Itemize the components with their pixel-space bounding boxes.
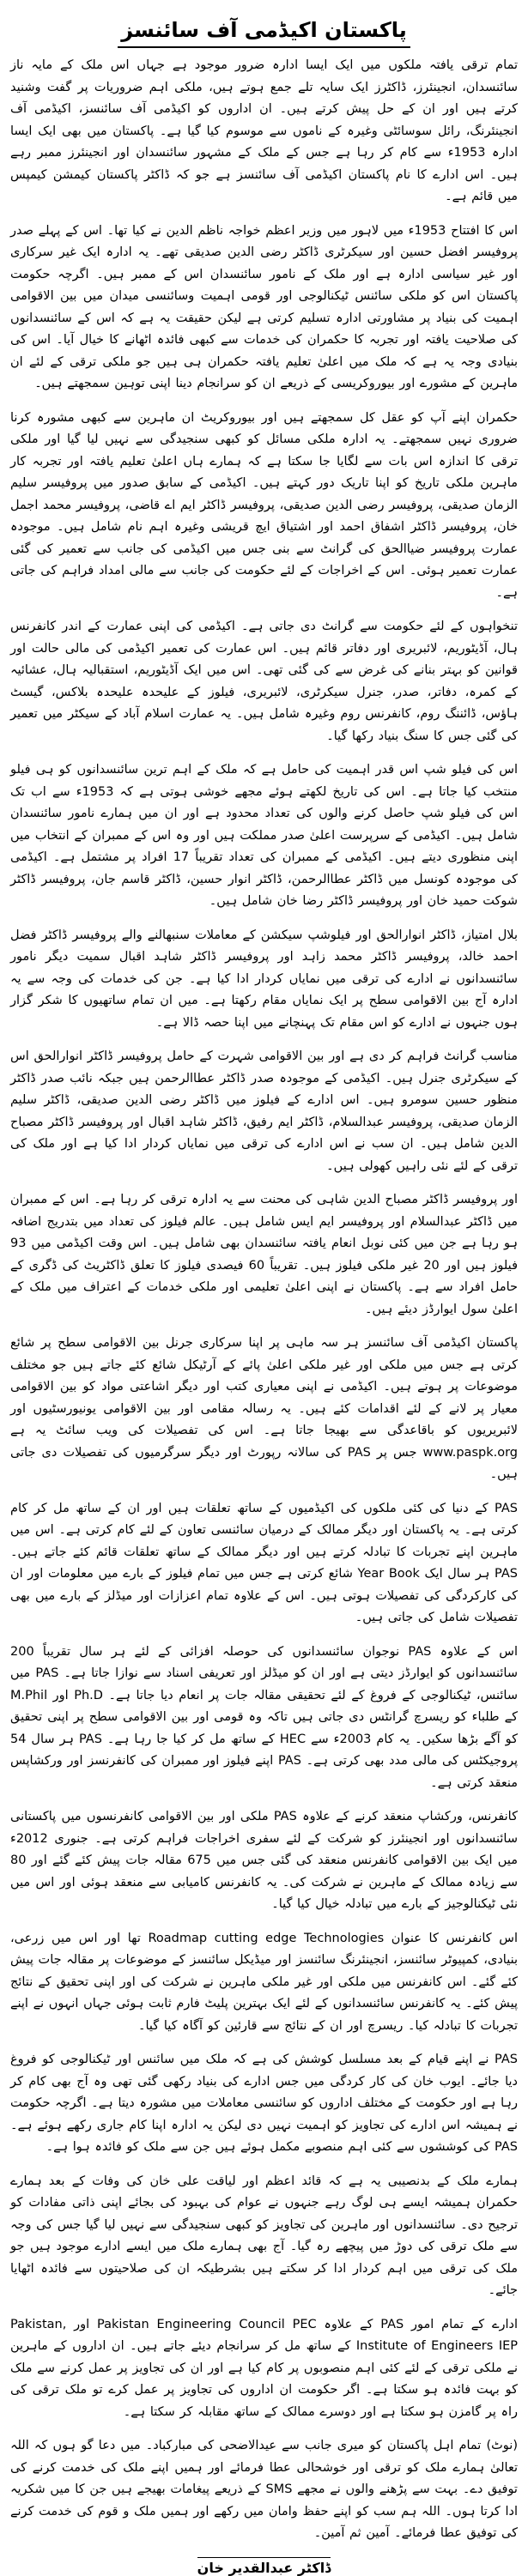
paragraph-12: کانفرنس، ورکشاپ منعقد کرنے کے علاوہ PAS ملکی اور بین الاقوامی کانفرنسوں میں پاکستانی سائنسدانوں اور انجینئرز کو شرکت کے لئے سفری اخراجات فراہم کرتی ہے۔ جنوری 2012ء میں ایک بین الاقوامی کانفرنس منعقد کی گئی جس میں 675 مقالہ جات پیش کئے گئے اور 80 سے زیادہ ممالک کے ماہرین نے شرکت کی۔ یہ کانفرنس کامیابی سے منعقد ہوئی اور اس میں نئی ٹیکنالوجیز کے بارے میں تبادلہ خیال کیا گیا۔: [10, 1810, 518, 1911]
paragraph-6: بلال امتیاز، ڈاکٹر انوارالحق اور فیلوشپ سیکشن کے معاملات سنبھالنے والے پروفیسر ڈاکٹر فضل احمد خالد، پروفیسر ڈاکٹر محمد زاہد اور پروفیسر ڈاکٹر شاہد اقبال سمیت دیگر نامور سائنسدانوں نے ادارے کی ترقی میں نمایاں کردار ادا کیا ہے۔ جن کی خدمات کی وجہ سے یہ ادارہ آج بین الاقوامی سطح پر ایک نمایاں مقام رکھتا ہے۔ میں ان تمام ساتھیوں کا شکر گزار ہوں جنہوں نے ادارے کو اس مقام تک پہنچانے میں اپنا حصہ ڈالا ہے۔: [10, 928, 518, 1030]
paragraph-3: حکمران اپنے آپ کو عقل کل سمجھتے ہیں اور بیوروکریٹ ان ماہرین سے کبھی مشورہ کرنا ضروری نہیں سمجھتے۔ یہ ادارہ ملکی مسائل کو کبھی سنجیدگی سے نہیں لیا گیا اور ملکی ترقی کا اندازہ اس بات سے لگایا جا سکتا ہے کہ ہمارے ہاں اعلیٰ تعلیم یافتہ اور تجربہ کار ماہرین ملکی تاریخ کو اپنا تاریک دور کہتے ہیں۔ اکیڈمی کے سابق صدور میں پروفیسر سلیم الزمان صدیقی، پروفیسر رضی الدین صدیقی، پروفیسر ڈاکٹر ایم اے قاضی، پروفیسر محمد اجمل خان، پروفیسر ڈاکٹر اشفاق احمد اور اشتیاق ایچ قریشی وغیرہ اہم نام شامل ہیں۔ موجودہ عمارت پروفیسر ضیاالحق کی گرانٹ سے بنی جس میں اکیڈمی کی جانب سے تعمیر کی گئی عمارت تعمیر ہوئی۔ اس کے اخراجات کے لئے حکومت کی جانب سے مالی امداد فراہم کی جاتی ہے۔: [10, 410, 518, 600]
paragraph-4: تنخواہوں کے لئے حکومت سے گرانٹ دی جاتی ہے۔ اکیڈمی کی اپنی عمارت کے اندر کانفرنس ہال، آڈیٹوریم، لائبریری اور دفاتر قائم ہیں۔ اس عمارت کی تعمیر اکیڈمی کی مالی حالت اور قوانین کو بہتر بنانے کی غرض سے کی گئی تھی۔ اس میں ایک آڈیٹوریم، استقبالیہ ہال، عشائیہ کے کمرہ، دفاتر، صدر، جنرل سیکرٹری، لائبریری، فیلوز کے علیحدہ علیحدہ بلاکس، گیسٹ ہاؤس، ڈائننگ روم، کانفرنس روم وغیرہ شامل ہیں۔ یہ عمارت اسلام آباد کے سیکٹر میں تعمیر کی گئی جس کا سنگ بنیاد رکھا گیا۔: [10, 620, 518, 743]
paragraph-15: ہمارے ملک کے بدنصیبی یہ ہے کہ قائد اعظم اور لیاقت علی خان کی وفات کے بعد ہمارے حکمران ہمیشہ ایسے ہی لوگ رہے جنہوں نے عوام کی بہبود کی بجائے اپنی ذاتی مفادات کو ترجیح دی۔ سائنسدانوں اور ماہرین کی تجاویز کو کبھی سنجیدگی سے نہیں لیا گیا جس کی وجہ سے ملک ترقی کی دوڑ میں پیچھے رہ گیا۔ آج بھی ہمارے ملک میں ایسے ادارے موجود ہیں جو ملک کی ترقی میں اہم کردار ادا کر سکتے ہیں بشرطیکہ ان کی صلاحیتوں سے فائدہ اٹھایا جائے۔: [10, 2174, 518, 2297]
author-name: ڈاکٹر عبدالقدیر خان: [197, 2557, 331, 2576]
author-signature: [10, 2557, 518, 2576]
paragraph-16: ادارے کے تمام امور PAS کے علاوہ Pakistan Engineering Council PEC اور Pakistan, Institute of Engineers IEP کے ساتھ مل کر سرانجام دیئے جاتے ہیں۔ ان اداروں کے ماہرین نے ملکی ترقی کے لئے کئی اہم منصوبوں پر کام کیا ہے اور ان کی تجاویز پر عمل کرنے سے ملک کو بہت فائدہ ہو سکتا ہے۔ اگر حکومت ان اداروں کی تجاویز پر عمل کرے تو ملک ترقی کی راہ پر گامزن ہو سکتا ہے اور دوسرے ممالک کے ساتھ مقابلہ کر سکتا ہے۔: [10, 2317, 518, 2419]
paragraph-7: مناسب گرانٹ فراہم کر دی ہے اور بین الاقوامی شہرت کے حامل پروفیسر ڈاکٹر انوارالحق اس کے سیکرٹری جنرل ہیں۔ اکیڈمی کے موجودہ صدر ڈاکٹر عطاالرحمن ہیں جبکہ نائب صدر ڈاکٹر منظور حسین سومرو ہیں۔ اس ادارے کے فیلوز میں ڈاکٹر رضی الدین صدیقی، ڈاکٹر سلیم الزمان صدیقی، پروفیسر عبدالسلام، ڈاکٹر ایم رفیق، ڈاکٹر شاہد اقبال اور پروفیسر ڈاکٹر مصباح الدین شامل ہیں۔ ان سب نے اس ادارے کی ترقی میں نمایاں کردار ادا کیا ہے اور ملک کی ترقی کے لئے نئی راہیں کھولی ہیں۔: [10, 1049, 518, 1173]
paragraph-13: اس کانفرنس کا عنوان Roadmap cutting edge Technologies تھا اور اس میں زرعی، بنیادی، کمپیوٹر سائنسز، انجینئرنگ سائنسز اور میڈیکل سائنسز کے موضوعات پر مقالہ جات پیش کئے گئے۔ اس کانفرنس میں ملکی اور غیر ملکی ماہرین نے شرکت کی اور اپنی تحقیق کے نتائج پیش کئے۔ یہ کانفرنس سائنسدانوں کے لئے ایک بہترین پلیٹ فارم ثابت ہوئی جہاں انہوں نے اپنے تجربات کا تبادلہ کیا۔ ریسرچ اور ان کے نتائج سے قارئین کو آگاہ کیا گیا۔: [10, 1931, 518, 2033]
paragraph-11: اس کے علاوہ PAS نوجوان سائنسدانوں کی حوصلہ افزائی کے لئے ہر سال تقریباً 200 سائنسدانوں کو ایوارڈز دیتی ہے اور ان کو میڈلز اور تعریفی اسناد سے نوازا جاتا ہے۔ PAS میں سائنس، ٹیکنالوجی کے فروغ کے لئے تحقیقی مقالہ جات پر انعام دیا جاتا ہے۔ Ph.D اور M.Phil کے طلباء کو ریسرچ گرانٹس دی جاتی ہیں تاکہ وہ قومی اور بین الاقوامی سطح پر اپنی تحقیق کو آگے بڑھا سکیں۔ یہ کام 2003ء سے HEC کے ساتھ مل کر کیا جا رہا ہے۔ PAS ہر سال 54 پروجیکٹس کی مالی مدد بھی کرتی ہے۔ PAS اپنے فیلوز اور ممبران کی کانفرنسز اور ورکشاپس منعقد کرتی ہے۔: [10, 1644, 519, 1790]
paragraph-14: PAS نے اپنے قیام کے بعد مسلسل کوشش کی ہے کہ ملک میں سائنس اور ٹیکنالوجی کو فروغ دیا جائے۔ ایوب خان کی کار کردگی میں جس ادارے کی بنیاد رکھی گئی تھی وہ آج بھی کام کر رہا ہے اور حکومت کے مختلف اداروں کو سائنسی معاملات میں مشورہ دیتا ہے۔ اگرچہ حکومت نے ہمیشہ اس ادارے کی تجاویز کو اہمیت نہیں دی لیکن یہ ادارہ اپنا کام جاری رکھے ہوئے ہے۔ PAS کی کوششوں سے کئی اہم منصوبے مکمل ہوئے ہیں جن سے ملک کو فائدہ ہوا ہے۔: [10, 2053, 518, 2154]
paragraph-5: اس کی فیلو شپ اس قدر اہمیت کی حامل ہے کہ ملک کے اہم ترین سائنسدانوں کو ہی فیلو منتخب کیا جاتا ہے۔ اس کی تاریخ لکھتے ہوئے مجھے خوشی ہوتی ہے کہ 1953ء سے اب تک اس کی فیلو شپ حاصل کرنے والوں کی تعداد محدود ہے اور ان میں ہمارے نامور سائنسدان شامل ہیں۔ اکیڈمی کے سرپرست اعلیٰ صدر مملکت ہیں اور وہ اس کے ممبران کے انتخاب میں اپنی منظوری دیتے ہیں۔ اکیڈمی کے ممبران کی تعداد تقریباً 17 افراد پر مشتمل ہے۔ اکیڈمی کی موجودہ کونسل میں ڈاکٹر عطاالرحمن، ڈاکٹر انوار حسین، ڈاکٹر قاسم جان، پروفیسر ڈاکٹر شوکت حمید خان اور پروفیسر ڈاکٹر رضا خان شامل ہیں۔: [10, 763, 519, 908]
paragraph-1: تمام ترقی یافتہ ملکوں میں ایک ایسا ادارہ ضرور موجود ہے جہاں اس ملک کے مایہ ناز سائنسدان، انجینئرز، ڈاکٹرز ایک سایہ تلے جمع ہوتے ہیں، ملکی اہم ضروریات پر گفت وشنید کرتے ہیں اور ان کے حل پیش کرتے ہیں۔ ان اداروں کو اکیڈمی آف سائنسز، اکیڈمی آف انجینئرنگ، رائل سوسائٹی وغیرہ کے ناموں سے موسوم کیا گیا ہے۔ پاکستان میں بھی ایک ایسا ادارہ 1953ء سے کام کر رہا ہے جس کے ملک کے مشہور سائنسدان اور انجینئرز ممبر رہے ہیں۔ اس ادارے کا نام پاکستان اکیڈمی آف سائنسز ہے جو کہ ڈاکٹر پاکستان کیمشن کیمپس میں قائم ہے۔: [10, 58, 518, 203]
paragraph-9: پاکستان اکیڈمی آف سائنسز ہر سہ ماہی پر اپنا سرکاری جرنل بین الاقوامی سطح پر شائع کرتی ہے جس میں ملکی اور غیر ملکی اعلیٰ پائے کے آرٹیکل شائع کئے جاتے ہیں جو مختلف موضوعات پر ہوتے ہیں۔ اکیڈمی نے اپنی معیاری کتب اور دیگر اشاعتی مواد کو بین الاقوامی معیار پر لانے کے لئے اقدامات کئے ہیں۔ یہ رسالہ مقامی اور بین الاقوامی یونیورسٹیوں اور لائبریریوں کو باقاعدگی سے بھیجا جاتا ہے۔ اس کی تفصیلات کی ویب سائٹ یہ ہے www.paspk.org جس پر PAS کی سالانہ رپورٹ اور دیگر سرگرمیوں کی تفصیلات دی جاتی ہیں۔: [10, 1336, 518, 1481]
article-title-text: پاکستان اکیڈمی آف سائنسز: [118, 15, 410, 48]
article-title: [10, 15, 518, 48]
paragraph-2: اس کا افتتاح 1953ء میں لاہور میں وزیر اعظم خواجہ ناظم الدین نے کیا تھا۔ اس کے پہلے صدر پروفیسر افضل حسین اور سیکرٹری ڈاکٹر رضی الدین صدیقی تھے۔ یہ ادارہ ایک غیر سرکاری اور غیر سیاسی ادارہ ہے اور ملک کے نامور سائنسدان اس کے ممبر ہیں۔ اگرچہ حکومت پاکستان اس کو ملکی سائنس ٹیکنالوجی اور قومی اہمیت وسائنسی میدان میں بین الاقوامی اہمیت کی بنیاد پر مشاورتی ادارہ تسلیم کرتی ہے لیکن حقیقت یہ ہے کہ اس کے سائنسدانوں کی صلاحیت یافتہ اور تجربہ کا حکمران کی خدمات سے کبھی فائدہ اٹھانے کا خیال آیا۔ اس کی بنیادی وجہ یہ ہے کہ ملک میں اعلیٰ تعلیم یافتہ حکمران ہی ہیں جو ملکی ترقی کے لئے ان ماہرین کے مشورے اور بیوروکریسی کے ذریعے ان کو سرانجام دینا اپنی توہین سمجھتے ہیں۔: [10, 223, 518, 390]
paragraph-8: اور پروفیسر ڈاکٹر مصباح الدین شاہی کی محنت سے یہ ادارہ ترقی کر رہا ہے۔ اس کے ممبران میں ڈاکٹر عبدالسلام اور پروفیسر ایم ایس شامل ہیں۔ عالم فیلوز کی تعداد میں بتدریج اضافہ ہو رہا ہے جن میں کئی نوبل انعام یافتہ سائنسدان بھی شامل ہیں۔ اس وقت اکیڈمی میں 93 فیلوز ہیں اور 20 غیر ملکی فیلوز ہیں۔ تقریباً 60 فیصدی فیلوز کا تعلق ڈاکٹریٹ کی ڈگری کے حامل افراد سے ہے۔ پاکستان نے اپنی اعلیٰ تعلیمی اور ملکی خدمات کے اعتراف میں ملک کے اعلیٰ سول ایوارڈز دیئے ہیں۔: [10, 1193, 518, 1316]
paragraph-10: PAS کے دنیا کی کئی ملکوں کی اکیڈمیوں کے ساتھ تعلقات ہیں اور ان کے ساتھ مل کر کام کرتی ہے۔ یہ پاکستان اور دیگر ممالک کے درمیان سائنسی تعاون کے لئے کام کرتی ہے۔ اس میں ماہرین اپنے تجربات کا تبادلہ کرتے ہیں اور دیگر ممالک کے ساتھ تعلقات قائم کئے جاتے ہیں۔ PAS ہر سال ایک Year Book شائع کرتی ہے جس میں تمام فیلوز کے بارے میں معلومات اور ان کی کارکردگی کی تفصیلات ہوتی ہیں۔ اس کے علاوہ تمام اعزازات اور میڈلز کے بارے میں بھی تفصیلات شامل کی جاتی ہیں۔: [10, 1501, 518, 1624]
paragraph-17: (نوٹ) تمام اہل پاکستان کو میری جانب سے عیدالاضحی کی مبارکباد۔ میں دعا گو ہوں کہ اللہ تعالیٰ ہمارے ملک کو ترقی اور خوشحالی عطا فرمائے اور ہمیں اپنے ملک کی خدمت کرنے کی توفیق دے۔ بہت سے پڑھنے والوں نے مجھے SMS کے ذریعے پیغامات بھیجے ہیں جن کا میں شکریہ ادا کرتا ہوں۔ اللہ ہم سب کو اپنے حفظ وامان میں رکھے اور ہمیں ملک و قوم کی خدمت کرنے کی توفیق عطا فرمائے۔ آمین ثم آمین۔: [10, 2439, 518, 2540]
